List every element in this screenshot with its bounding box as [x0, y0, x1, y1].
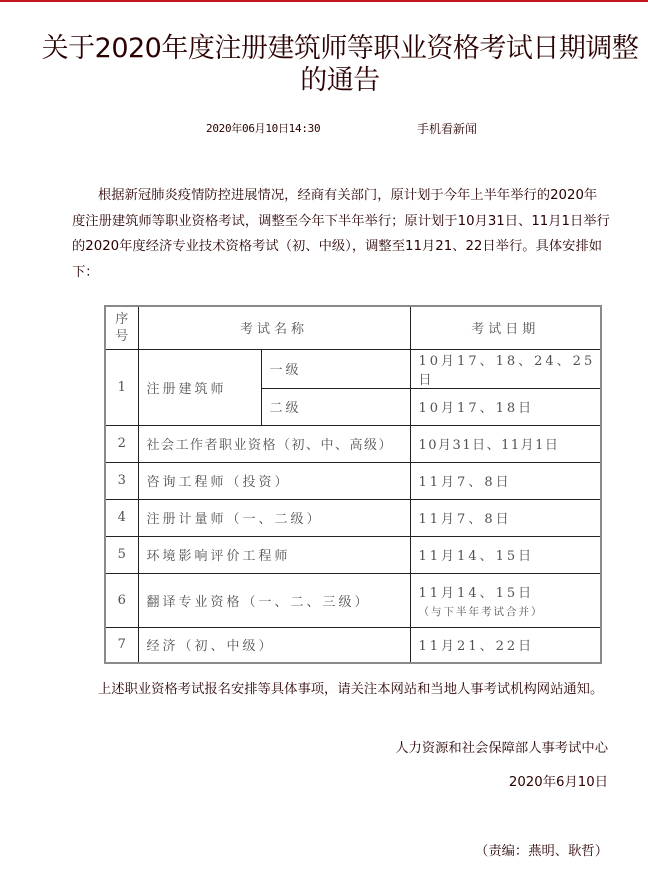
row-seq: 3 — [105, 462, 138, 499]
row-exam-date-cell — [410, 573, 601, 627]
row-exam-name: 咨询工程师（投资） — [138, 462, 410, 499]
row-exam-date: 11月7、8日 — [410, 462, 601, 499]
responsible-editor: （责编：燕明、耿哲） — [475, 844, 608, 859]
table-row — [105, 462, 601, 499]
table-row — [105, 573, 601, 627]
top-red-rule — [0, 0, 648, 2]
row-seq: 7 — [105, 627, 138, 663]
row-seq: 5 — [105, 536, 138, 573]
header-seq: 序号 — [105, 306, 138, 349]
publish-timestamp: 2020年06月10日14:30 — [206, 122, 321, 135]
issuer-signature: 人力资源和社会保障部人事考试中心 — [395, 741, 608, 756]
row-seq: 6 — [105, 573, 138, 627]
row-exam-date: 10月31日、11月1日 — [410, 425, 601, 462]
row-seq: 1 — [105, 349, 138, 425]
row-seq: 4 — [105, 499, 138, 536]
table-row — [105, 536, 601, 573]
row-exam-name: 注册计量师（一、二级） — [138, 499, 410, 536]
mobile-news-link[interactable]: 手机看新闻 — [417, 122, 478, 136]
row-exam-date: 10月17、18日 — [410, 388, 601, 425]
header-exam-name: 考试名称 — [138, 306, 410, 349]
row-exam-name: 注册建筑师 — [138, 349, 261, 425]
table-row — [105, 627, 601, 663]
page-title: 关于2020年度注册建筑师等职业资格考试日期调整的通告 — [41, 33, 639, 96]
row-exam-date: 11月21、22日 — [410, 627, 601, 663]
row-exam-date: 11月14、15日 — [410, 536, 601, 573]
table-row — [105, 425, 601, 462]
row-exam-date: 11月14、15日 — [418, 585, 535, 601]
table-row — [105, 499, 601, 536]
exam-schedule-table — [104, 305, 602, 664]
table-header-row — [105, 306, 601, 349]
closing-paragraph: 上述职业资格考试报名安排等具体事项，请关注本网站和当地人事考试机构网站通知。 — [98, 682, 604, 697]
row-exam-date: 10月17、18、24、25日 — [410, 349, 601, 388]
signature-date: 2020年6月10日 — [508, 775, 608, 790]
header-exam-date: 考试日期 — [410, 306, 601, 349]
row-seq: 2 — [105, 425, 138, 462]
row-exam-name: 环境影响评价工程师 — [138, 536, 410, 573]
intro-paragraph: 根据新冠肺炎疫情防控进展情况，经商有关部门，原计划于今年上半年举行的2020年度注册建筑师等职业资格考试，调整至今年下半年举行；原计划于10月31日、11月1日举行的2020年度经济专业技术资格考试（初、中级），调整至11月21、22日举行。具体安排如下： — [72, 188, 610, 280]
row-date-note: （与下半年考试合并） — [418, 605, 544, 618]
row-exam-date: 11月7、8日 — [410, 499, 601, 536]
row-exam-name: 经济（初、中级） — [138, 627, 410, 663]
row-sublevel: 二级 — [261, 388, 410, 425]
table-row — [105, 349, 601, 388]
row-exam-name: 翻译专业资格（一、二、三级） — [138, 573, 410, 627]
row-sublevel: 一级 — [261, 349, 410, 388]
row-exam-name: 社会工作者职业资格（初、中、高级） — [138, 425, 410, 462]
